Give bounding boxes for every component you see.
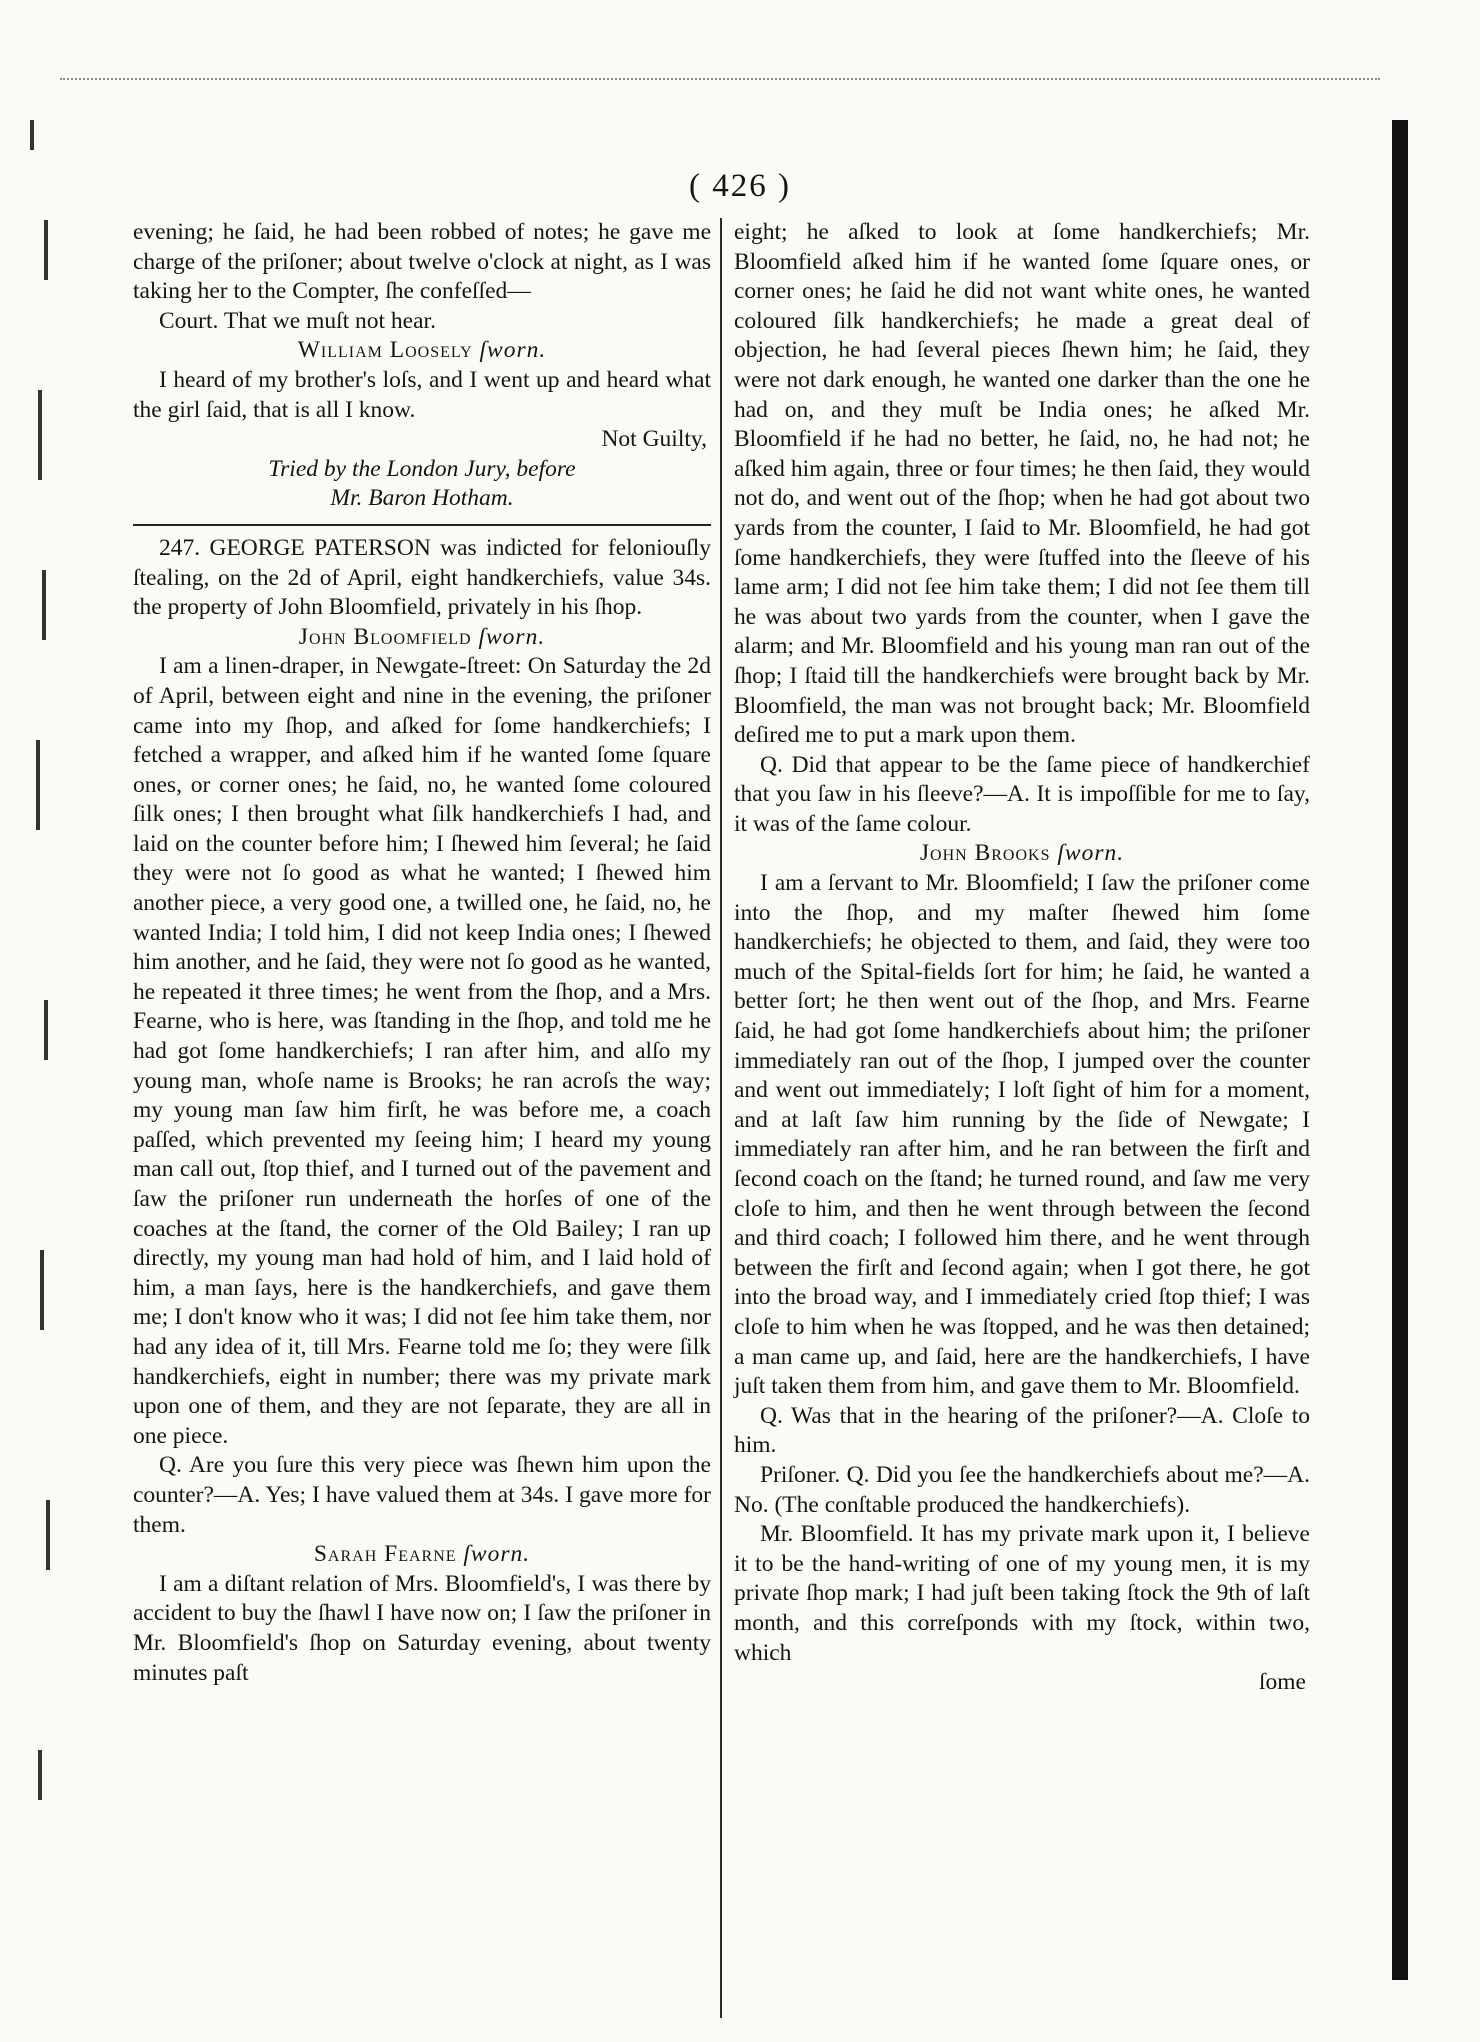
witness-sworn: ſworn. (1050, 840, 1125, 867)
page-number: ( 426 ) (689, 168, 791, 204)
paragraph: Q. Are you ſure this very piece was ſhewn him upon the counter?—A. Yes; I have valued them at 34s. I gave more for them. (133, 1452, 711, 1538)
scan-noise-top (60, 78, 1380, 83)
witness-heading (734, 839, 1310, 869)
paragraph: Q. Did that appear to be the ſame piece of handkerchief that you ſaw in his ſleeve?—A. It is impoſſible for me to ſay, it was of the ſame colour. (734, 751, 1310, 837)
paragraph: Priſoner. Q. Did you ſee the handkerchiefs about me?—A. No. (The conſtable produced the handkerchiefs). (734, 1461, 1310, 1518)
left-column (133, 218, 711, 1688)
paragraph: Not Guilty, (601, 426, 707, 453)
paragraph: I am a linen-draper, in Newgate-ſtreet: On Saturday the 2d of April, between eight and nine in the evening, the priſoner came into my ſhop, and aſked for ſome handkerchiefs; I fetched a wrapper, and aſked him if he wanted ſome ſquare ones, or corner ones; he ſaid, no, he wanted ſome coloured ſilk ones; I then brought what ſilk handkerchiefs I had, and laid on the counter before him; I ſhewed him ſeveral; he ſaid they were not ſo good as what he wanted; I ſhewed him another piece, a very good one, a twilled one, he ſaid, no, he wanted India; I told him, I did not keep India ones; I ſhewed him another, and he ſaid, they were not ſo good as he wanted, he repeated it three times; he went from the ſhop, and a Mrs. Fearne, who is here, was ſtanding in the ſhop, and told me he had got ſome handkerchiefs; I ran after him, and alſo my young man, whoſe name is Brooks; he ran acroſs the way; my young man ſaw him firſt, he was before me, a coach paſſed, which prevented my ſeeing him; I heard my young man call out, ſtop thief, and I turned out of the pavement and ſaw the priſoner run underneath the horſes of one of the coaches at the ſtand, the corner of the Old Bailey; I ran up directly, my young man had hold of him, and I laid hold of him, a man ſays, here is the handkerchiefs, and gave them me; I don't know who it was; I did not ſee him take them, nor had any idea of it, till Mrs. Fearne told me ſo; they were ſilk handkerchiefs, eight in number; there was my private mark upon one of them, and they are not ſeparate, they are all in one piece. (133, 653, 711, 1449)
witness-name: John Bloomfield (298, 623, 472, 650)
right-column (734, 218, 1310, 1698)
column-rule (720, 218, 722, 2018)
paragraph: Q. Was that in the hearing of the priſoner?—A. Cloſe to him. (734, 1402, 1310, 1459)
scan-binding-shadow (1392, 120, 1408, 1980)
paragraph: I am a ſervant to Mr. Bloomfield; I ſaw the priſoner come into the ſhop, and my maſter ſhewed him ſome handkerchiefs; he objected to them, and ſaid, they were too much of the Spital-fields ſort for him; he ſaid, he wanted a better ſort; he then went out of the ſhop, and Mrs. Fearne ſaid, he had got ſome handkerchiefs about him; the priſoner immediately ran out of the ſhop, I jumped over the counter and went out immediately; I loſt ſight of him for a moment, and at laſt ſaw him running by the ſide of Newgate; I immediately ran after him, and he ran between the firſt and ſecond coach on the ſtand; he turned round, and ſaw me very cloſe to him, and then he went through between the ſecond and third coach; I followed him there, and he went through between the firſt and ſecond again; when I got there, he got into the broad way, and I immediately cried ſtop thief; I was cloſe to him when he was ſtopped, and he was then detained; a man came up, and ſaid, here are the handkerchiefs, I have juſt taken them from him, and gave them to Mr. Bloomfield. (734, 870, 1310, 1400)
paragraph: evening; he ſaid, he had been robbed of notes; he gave me charge of the priſoner; about twelve o'clock at night, as I was taking her to the Compter, ſhe confeſſed— (133, 219, 711, 305)
section-separator (133, 524, 711, 526)
witness-sworn: ſworn. (456, 1541, 531, 1568)
witness-name: William Loosely (297, 337, 473, 364)
paragraph: Mr. Bloomfield. It has my private mark upon it, I believe it to be the hand-writing of one of my young men, it is my private ſhop mark; I had juſt been taking ſtock the 9th of laſt month, and this correſponds with my ſtock, within two, which (734, 1521, 1310, 1666)
witness-name: Sarah Fearne (313, 1541, 457, 1568)
paragraph: Mr. Baron Hotham. (330, 485, 514, 512)
paragraph: Tried by the London Jury, before (268, 455, 576, 482)
witness-heading (133, 623, 711, 653)
paragraph: eight; he aſked to look at ſome handkerchiefs; Mr. Bloomfield aſked him if he wanted ſome ſquare ones, or corner ones; he ſaid he did not want white ones, he wanted coloured ſilk handkerchiefs; he made a great deal of objection, he had ſeveral pieces ſhewn him; he ſaid, they were not dark enough, he wanted one darker than the one he had on, and they muſt be India ones; he aſked Mr. Bloomfield if he had no better, he ſaid, no, he had not; he aſked him again, three or four times; he then ſaid, they would not do, and went out of the ſhop; when he had got about two yards from the counter, I ſaid to Mr. Bloomfield, he had got ſome handkerchiefs, they were ſtuffed into the ſleeve of his lame arm; I did not ſee him take them; I did not ſee them till he was about two yards from the counter, when I gave the alarm; and Mr. Bloomfield and his young man ran out of the ſhop; I ſtaid till the handkerchiefs were brought back by Mr. Bloomfield, the man was not brought back; Mr. Bloomfield deſired me to put a mark upon them. (734, 219, 1310, 749)
witness-sworn: ſworn. (472, 337, 547, 364)
witness-sworn: ſworn. (471, 623, 546, 650)
paragraph: ſome (1259, 1669, 1306, 1696)
scan-margin-marks (30, 100, 70, 2000)
witness-heading (133, 1540, 711, 1570)
paragraph: Court. That we muſt not hear. (159, 307, 436, 334)
paragraph: 247. GEORGE PATERSON was indicted for feloniouſly ſtealing, on the 2d of April, eight handkerchiefs, value 34s. the property of John Bloomfield, privately in his ſhop. (133, 534, 711, 621)
paragraph: I am a diſtant relation of Mrs. Bloomfield's, I was there by accident to buy the ſhawl I have now on; I ſaw the priſoner in Mr. Bloomfield's ſhop on Saturday evening, about twenty minutes paſt (133, 1570, 711, 1686)
paragraph: I heard of my brother's loſs, and I went up and heard what the girl ſaid, that is all I know. (133, 366, 711, 423)
witness-heading (133, 336, 711, 366)
witness-name: John Brooks (919, 840, 1051, 867)
